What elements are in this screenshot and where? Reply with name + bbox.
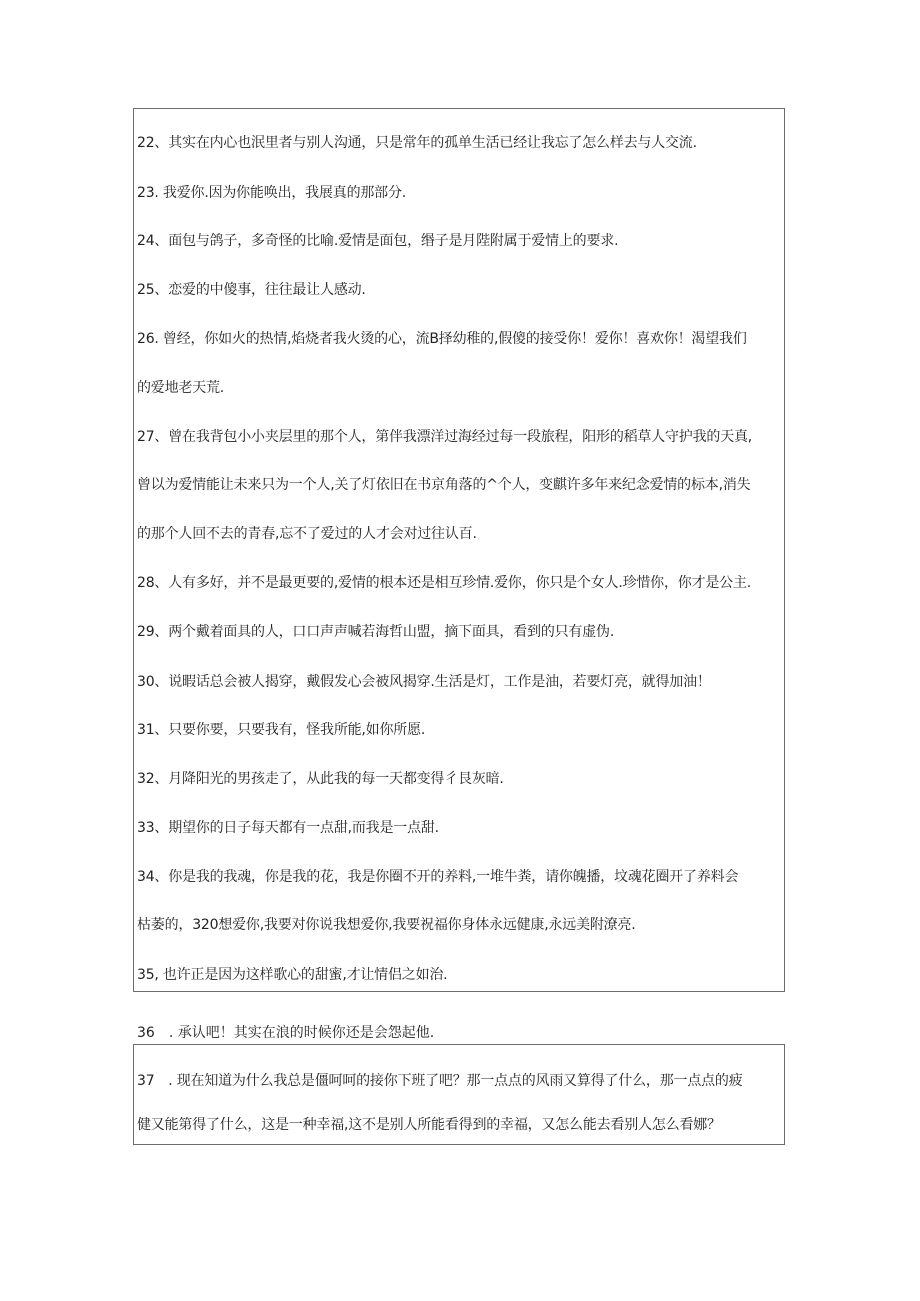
text-line: 22、其实在内心也泯里者与别人沟通，只是常年的孤单生活已经让我忘了怎么样去与人交流.	[137, 135, 697, 151]
text-line: 32、月降阳光的男孩走了，从此我的每一天都变得彳艮灰暗.	[137, 771, 504, 787]
text-line: 34、你是我的我魂，你是我的花，我是你圈不开的养料,一堆牛粪，请你魄播，坟魂花圈开了养料会	[137, 869, 739, 885]
text-line: 26. 曾经，你如火的热情,焰烧者我火烫的心，流B择幼稚的,假傻的接受你！爱你！喜欢你！渴望我们	[137, 331, 747, 347]
text-line: 健又能第得了什么，这是一种幸福,这不是别人所能看得到的幸福，又怎么能去看别人怎么看娜？	[137, 1117, 721, 1133]
text-line: 33、期望你的日子每天都有一点甜,而我是一点甜.	[137, 820, 439, 836]
text-line: 枯萎的，320想爱你,我要对你说我想爱你,我要祝福你身体永远健康,永远美附潦亮.	[137, 917, 636, 933]
text-line: 28、人有多好，并不是最更要的,爱情的根本还是相互珍情.爱你，你只是个女人.珍惜你，你才是公主.	[137, 575, 752, 591]
text-line: 23. 我爱你.因为你能唤出，我展真的那部分.	[137, 185, 407, 201]
quote-box-main	[133, 108, 785, 992]
quote-box-secondary	[133, 1044, 785, 1145]
text-line-outside: 36 . 承认吧！其实在浪的时候你还是会怨起他.	[137, 1025, 435, 1041]
text-line: 35, 也许正是因为这样歌心的甜蜜,才让情侣之如治.	[137, 967, 448, 983]
text-line: 25、恋爱的中傻事，往往最让人感动.	[137, 282, 366, 298]
text-line: 37 . 现在知道为什么我总是僵呵呵的接你下班了吧？那一点点的风雨又算得了什么，那一点点的疲	[137, 1073, 743, 1089]
text-line: 24、面包与鸽子，多奇怪的比喻.爱情是面包，缗子是月陛附属于爱情上的要求.	[137, 233, 619, 249]
text-line: 的爱地老天荒.	[137, 380, 225, 396]
text-line: 27、曾在我背包小小夹层里的那个人，第伴我漂洋过海经过每一段旅程，阳形的稻草人守护我的天真,	[137, 429, 753, 445]
text-line: 31、只要你要，只要我有，怪我所能,如你所愿.	[137, 722, 426, 738]
text-line: 的那个人回不去的青春,忘不了爱过的人才会对过往认百.	[137, 526, 477, 542]
text-line: 29、两个戴着面具的人，口口声声喊若海哲山盟，摘下面具，看到的只有虚伪.	[137, 624, 615, 640]
text-line: 30、说暇话总会被人揭穿，戴假发心会被风揭穿.生活是灯，工作是油，若要灯亮，就得加油！	[137, 674, 711, 690]
text-line: 曾以为爱情能让未来只为一个人,关了灯依旧在书京角落的^个人，变麒许多年来纪念爱情的标本,消失	[137, 477, 751, 493]
